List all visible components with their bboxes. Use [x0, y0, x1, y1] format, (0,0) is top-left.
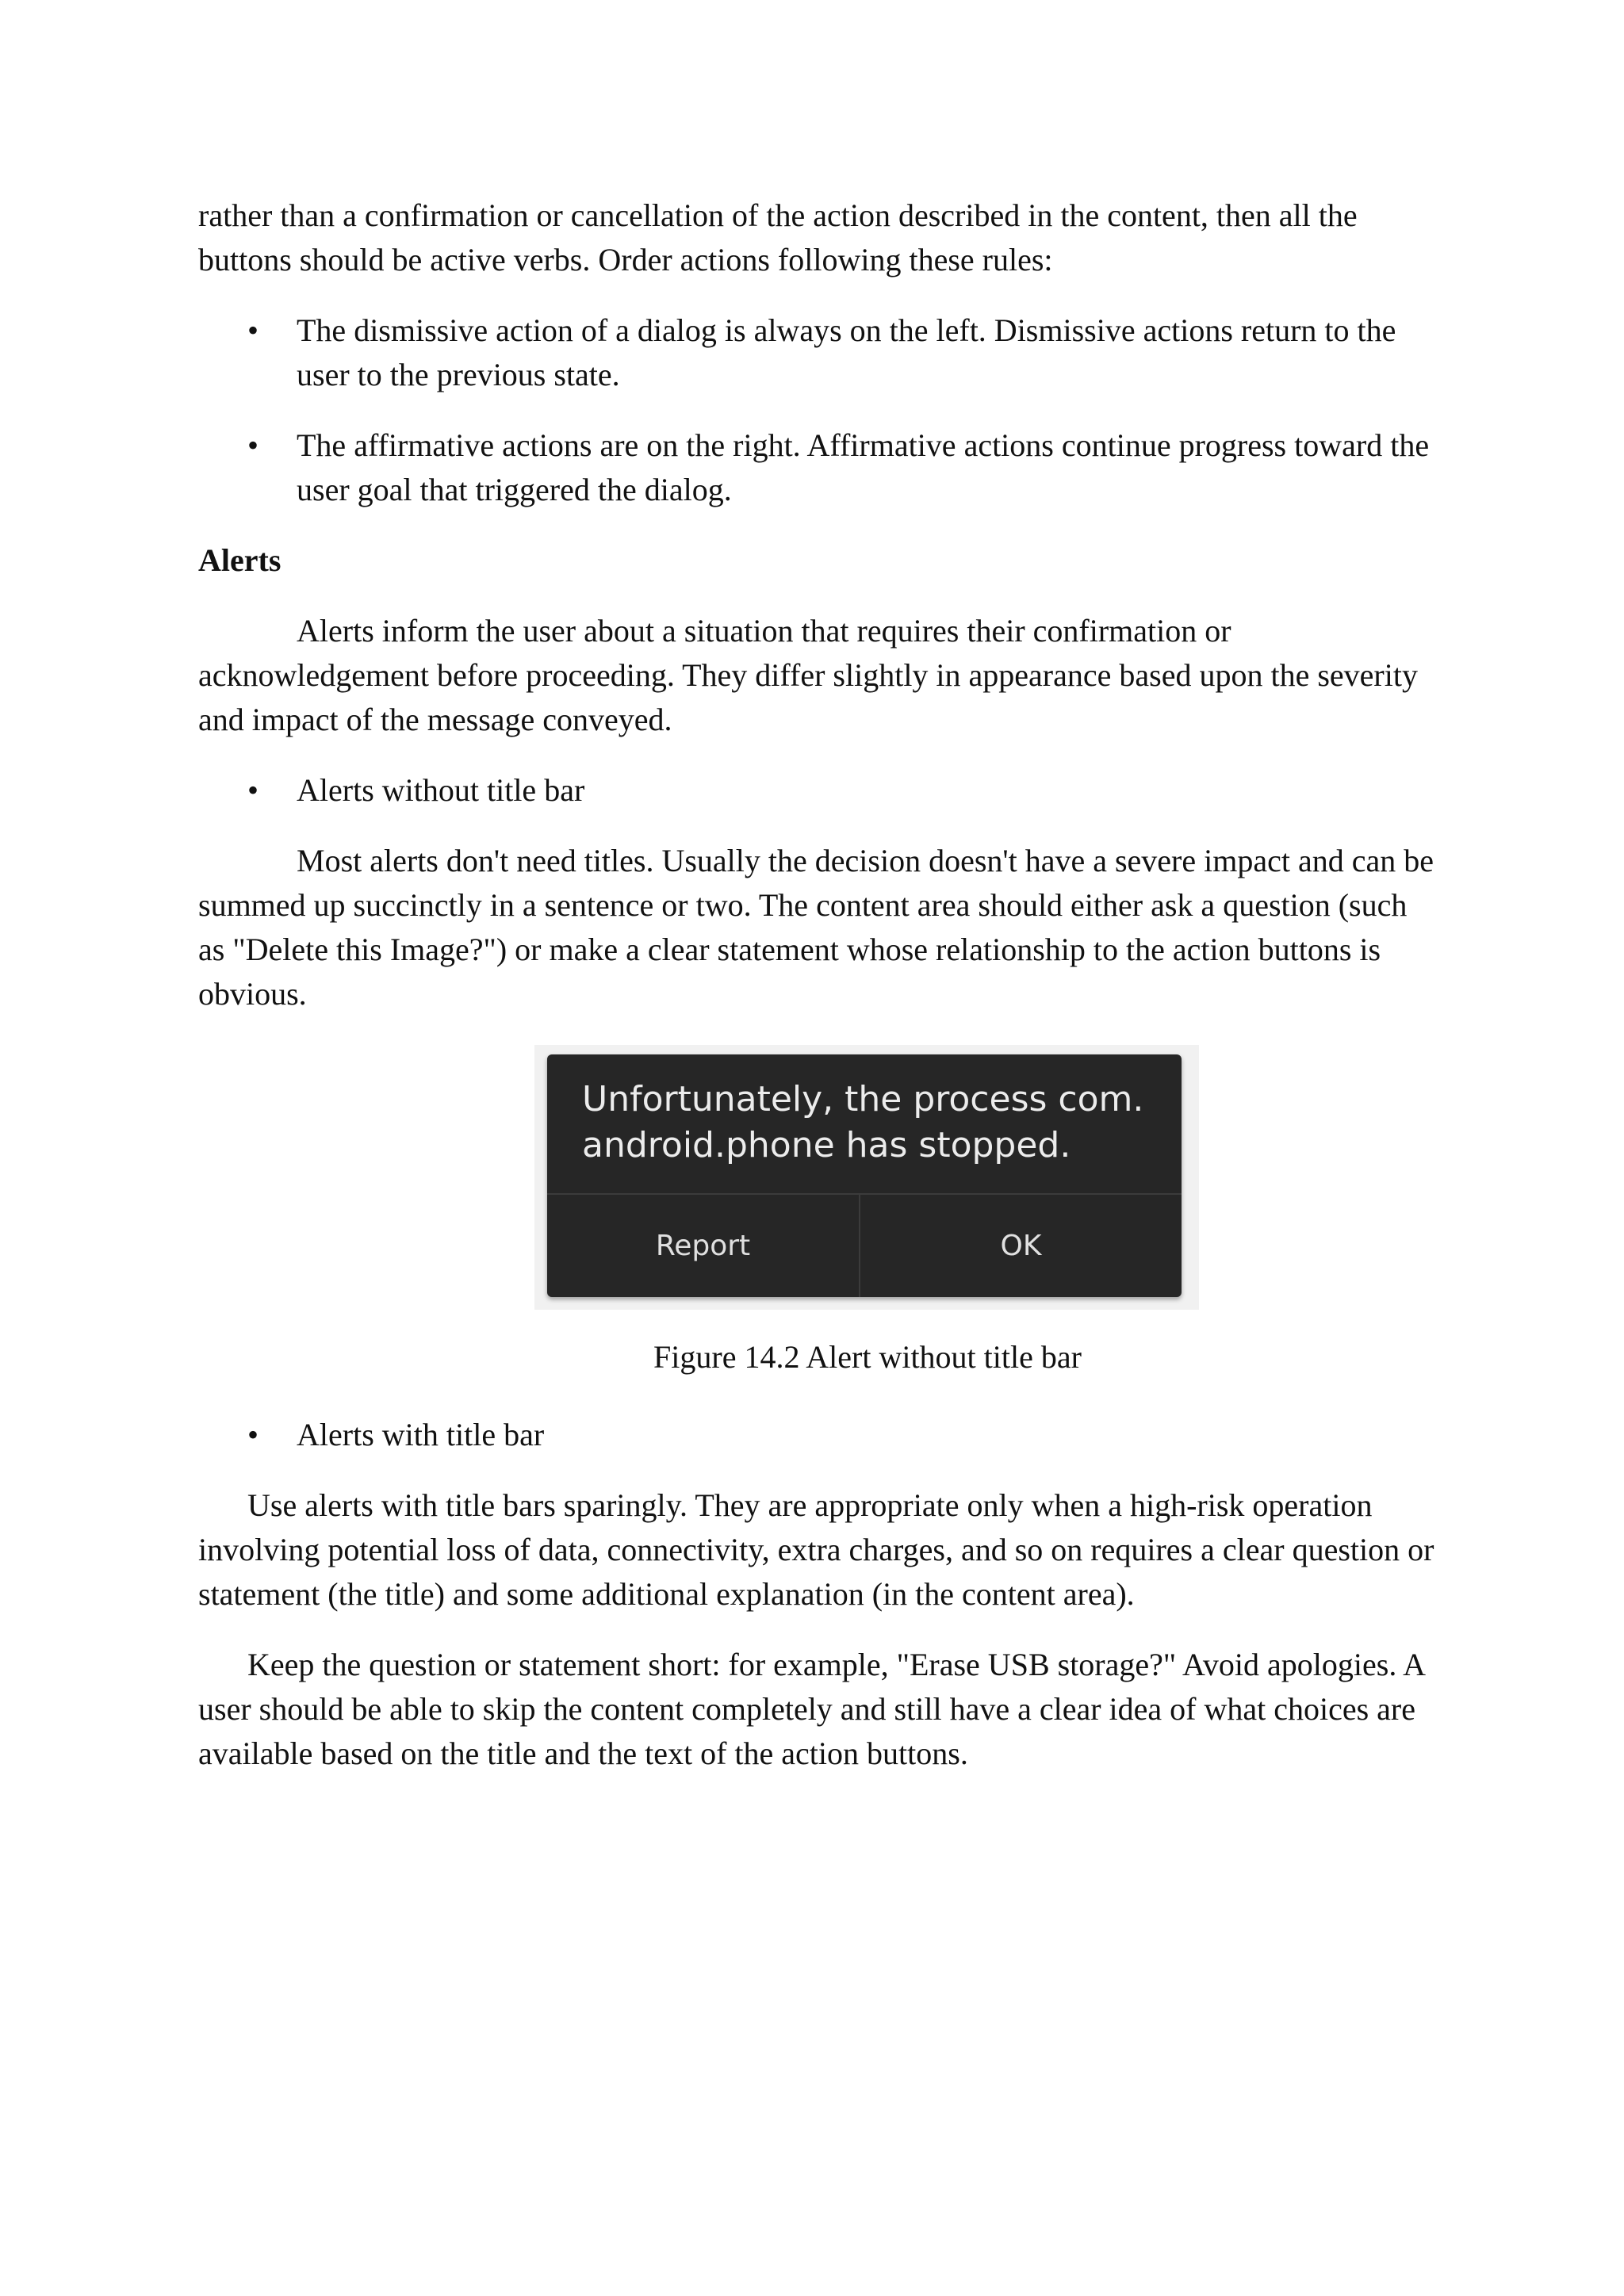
bullet-alerts-without-title [198, 768, 1435, 813]
figure-caption: Figure 14.2 Alert without title bar [653, 1339, 1082, 1375]
alert-figure [534, 1045, 1199, 1310]
without-title-paragraph: Most alerts don't need titles. Usually the decision doesn't have a severe impact and can be summed up succinctly in a sentence or two. The content area should either ask a question (such as "Delete this Image?") or make a clear statement whose relationship to the action buttons is obvious. [198, 843, 1434, 1012]
rule-affirmative [198, 423, 1435, 512]
rule-text: The affirmative actions are on the right. Affirmative actions continue progress toward the user goal that triggered the dialog. [297, 427, 1430, 507]
alerts-heading: Alerts [198, 542, 282, 578]
bullet-alerts-with-title [198, 1413, 1435, 1457]
document-body-lower [198, 1413, 1435, 1802]
bullet-icon: • [247, 427, 259, 463]
with-title-paragraph: Use alerts with title bars sparingly. They are appropriate only when a high-risk operation involving potential loss of data, connectivity, extra charges, and so on requires a clear question or statement (the title) and some additional explanation (in the content area). [198, 1487, 1434, 1612]
document-body [198, 193, 1435, 1043]
bullet-icon: • [247, 772, 259, 808]
ok-button[interactable]: OK [1000, 1230, 1042, 1262]
rule-text: The dismissive action of a dialog is always on the left. Dismissive actions return to the user to the previous state. [297, 312, 1396, 392]
bullet-icon: • [247, 312, 259, 348]
bullet-text: Alerts without title bar [297, 772, 585, 808]
intro-paragraph: rather than a confirmation or cancellation of the action described in the content, then all the buttons should be active verbs. Order actions following these rules: [198, 197, 1358, 277]
keep-short-paragraph: Keep the question or statement short: for example, "Erase USB storage?" Avoid apologies. A user should be able to skip the content completely and still have a clear idea of what choices are available based on the title and the text of the action buttons. [198, 1647, 1424, 1771]
bullet-text: Alerts with title bar [297, 1417, 545, 1452]
alerts-paragraph: Alerts inform the user about a situation that requires their confirmation or acknowledgement before proceeding. They differ slightly in appearance based upon the severity and impact of the message conveyed. [198, 613, 1418, 737]
alert-message: Unfortunately, the process com. android.phone has stopped. [582, 1079, 1144, 1165]
bullet-icon: • [247, 1417, 259, 1452]
rule-dismissive [198, 308, 1435, 397]
report-button[interactable]: Report [655, 1230, 751, 1262]
alert-dialog [547, 1054, 1182, 1297]
action-order-rules [198, 308, 1435, 512]
